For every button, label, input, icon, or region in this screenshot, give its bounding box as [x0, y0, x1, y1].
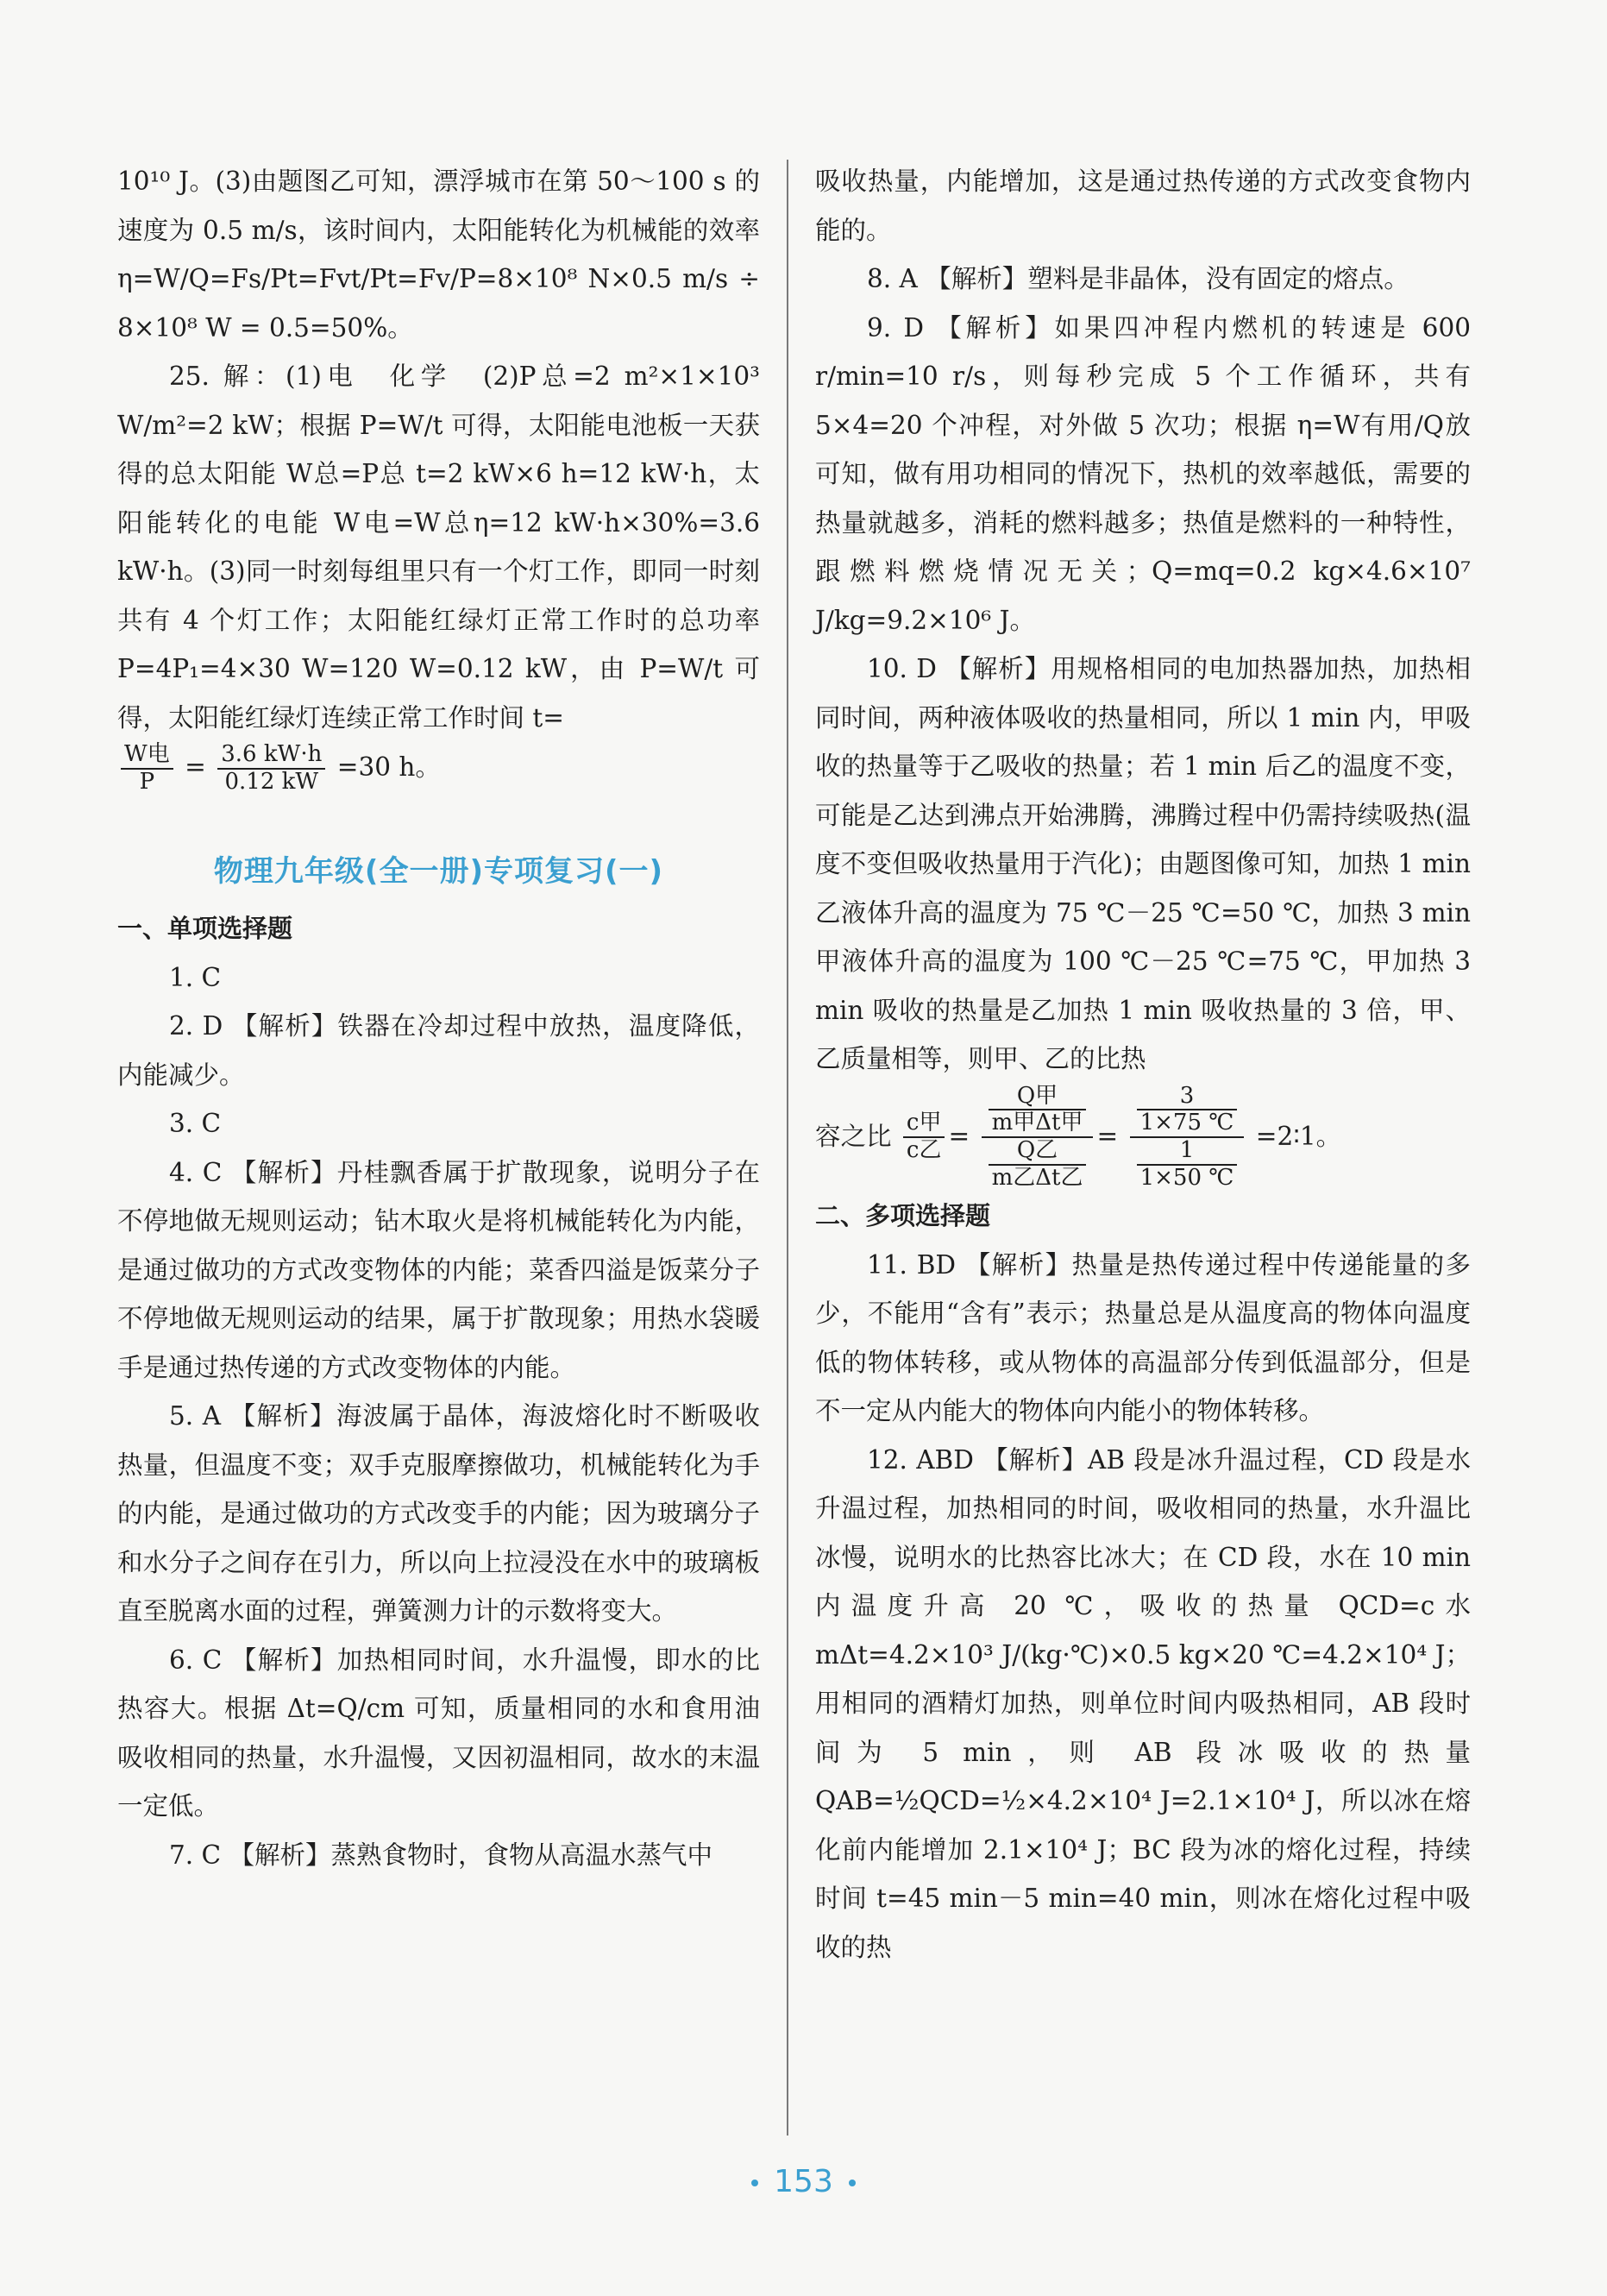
fraction-value-a: [1137, 1084, 1238, 1137]
subsection-single-choice: 一、单项选择题: [117, 914, 293, 944]
bullet-dot-icon: [751, 2180, 758, 2186]
fraction-specific-heat: [903, 1110, 945, 1164]
result-text: =30 h。: [336, 752, 441, 782]
answer-10: 10. D 【解析】用规格相同的电加热器加热，加热相同时间，两种液体吸收的热量相同，所以 1 min 内，甲吸收的热量等于乙吸收的热量；若 1 min 后乙的温度不变，可能是乙达到沸点开始沸腾，沸腾过程中仍需持续吸热(温度不变但吸收热量用于汽化)；由题图像可知，加热 1 min 乙液体升高的温度为 75 ℃－25 ℃=50 ℃，加热 3 min 甲液体升高的温度为 100 ℃－25 ℃=75 ℃，甲加热 3 min 吸收的热量是乙加热 1 min 吸收热量的 3 倍，甲、乙质量相等，则甲、乙的比热: [815, 654, 1471, 1073]
fraction-denominator: 1×75 ℃: [1139, 1110, 1234, 1136]
fraction-numerator: [1130, 1084, 1245, 1139]
fraction-numerator: 3: [1137, 1084, 1238, 1111]
fraction-denominator: m乙Δt乙: [991, 1165, 1083, 1192]
fraction-we-over-p: [121, 742, 173, 796]
section-title: 物理九年级(全一册)专项复习(一): [213, 853, 664, 889]
fraction-value-b: [1137, 1138, 1238, 1192]
answer-25-text: 25. 解：(1)电 化学 (2)P总=2 m²×1×10³ W/m²=2 kW；根据 P=W/t 可得，太阳能电池板一天获得的总太阳能 W总=P总 t=2 kW×6 h=12 kW·h，太阳能转化的电能 W电=W总η=12 kW·h×30%=3.6 kW·h。(3)同一时刻每组里只有一个灯工作，即同一时刻共有 4 个灯工作；太阳能红绿灯正常工作时的总功率 P=4P₁=4×30 W=120 W=0.12 kW，由 P=W/t 可得，太阳能红绿灯连续正常工作时间 t=: [117, 362, 760, 733]
right-column: [815, 157, 1471, 1972]
answer-7: 7. C 【解析】蒸熟食物时，食物从高温水蒸气中: [169, 1840, 712, 1870]
answer-24-continued: 10¹⁰ J。(3)由题图乙可知，漂浮城市在第 50～100 s 的速度为 0.5 m/s，该时间内，太阳能转化为机械能的效率 η=W/Q=Fs/Pt=Fvt/Pt=Fv/P=8×10⁸ N×0.5 m/s ÷ 8×10⁸ W = 0.5=50%。: [117, 167, 760, 343]
fraction-heat-b: [989, 1138, 1087, 1192]
answer-4: 4. C 【解析】丹桂飘香属于扩散现象，说明分子在不停地做无规则运动；钻木取火是将机械能转化为内能，是通过做功的方式改变物体的内能；菜香四溢是饭菜分子不停地做无规则运动的结果，属于扩散现象；用热水袋暖手是通过热传递的方式改变物体的内能。: [117, 1157, 760, 1382]
fraction-numerator: W电: [121, 742, 173, 770]
fraction-energy-over-power: [217, 742, 325, 796]
answer-10-ratio: 容之比 $\frac{\text{c甲}}{\text{c乙}}$ = $\frac{\frac{\text{Q甲}}{\text{m甲Δt甲}}}{\frac{\text{Q乙}}{\text{m乙Δt乙}}}$ = $\frac{\frac{3}{1\times 75 ℃}}{\frac{1}{1\times 50 ℃}}$ =2∶1。: [815, 1082, 1342, 1192]
fraction-denominator: [1130, 1138, 1245, 1192]
answer-8: 8. A 【解析】塑料是非晶体，没有固定的熔点。: [867, 264, 1409, 293]
equals-sign: =: [185, 752, 206, 782]
fraction-numerator: Q乙: [989, 1138, 1087, 1166]
page-footer: [0, 2164, 1607, 2199]
fraction-denominator: m甲Δt甲: [991, 1110, 1083, 1136]
left-column: [117, 157, 760, 1879]
fraction-denominator: [982, 1138, 1094, 1192]
answer-5: 5. A 【解析】海波属于晶体，海波熔化时不断吸收热量，但温度不变；双手克服摩擦做功，机械能转化为手的内能，是通过做功的方式改变手的内能；因为玻璃分子和水分子之间存在引力，所以向上拉浸没在水中的玻璃板直至脱离水面的过程，弹簧测力计的示数将变大。: [117, 1401, 760, 1626]
ratio-prefix: 容之比: [815, 1121, 892, 1151]
answer-9: 9. D 【解析】如果四冲程内燃机的转速是 600 r/min=10 r/s，则每秒完成 5 个工作循环，共有 5×4=20 个冲程，对外做 5 次功；根据 η=W有用/Q放 可知，做有用功相同的情况下，热机的效率越低，需要的热量就越多，消耗的燃料越多；热值是燃料的一种特性，跟燃料燃烧情况无关；Q=mq=0.2 kg×4.6×10⁷ J/kg=9.2×10⁶ J。: [815, 312, 1471, 635]
fraction-numerator: 1: [1137, 1138, 1238, 1166]
fraction-numerator: [982, 1084, 1094, 1139]
answer-6: 6. C 【解析】加热相同时间，水升温慢，即水的比热容大。根据 Δt=Q/cm 可知，质量相同的水和食用油吸收相同的热量，水升温慢，又因初温相同，故水的末温一定低。: [117, 1645, 760, 1821]
subsection-multiple-choice: 二、多项选择题: [815, 1201, 991, 1231]
fraction-denominator: 0.12 kW: [224, 768, 319, 795]
fraction-numerator: c甲: [903, 1110, 945, 1138]
fraction-compound-values: [1130, 1084, 1245, 1192]
fraction-denominator: 1×50 ℃: [1139, 1165, 1234, 1192]
fraction-denominator: P: [139, 768, 155, 795]
bullet-dot-icon: [849, 2180, 856, 2186]
answer-12: 12. ABD 【解析】AB 段是冰升温过程，CD 段是水升温过程，加热相同的时间，吸收相同的热量，水升温比冰慢，说明水的比热容比冰大；在 CD 段，水在 10 min 内温度升高 20 ℃，吸收的热量 QCD=c水mΔt=4.2×10³ J/(kg·℃)×0.5 kg×20 ℃=4.2×10⁴ J；用相同的酒精灯加热，则单位时间内吸热相同，AB 段时间为 5 min，则 AB 段冰吸收的热量 QAB=½QCD=½×4.2×10⁴ J=2.1×10⁴ J，所以冰在熔化前内能增加 2.1×10⁴ J；BC 段为冰的熔化过程，持续时间 t=45 min－5 min=40 min，则冰在熔化过程中吸收的热: [815, 1444, 1471, 1962]
fraction-compound: [982, 1084, 1094, 1192]
fraction-denominator: c乙: [906, 1137, 942, 1164]
column-divider: [787, 160, 788, 2136]
answer-7-continued: 吸收热量，内能增加，这是通过热传递的方式改变食物内能的。: [815, 167, 1471, 245]
answer-3: 3. C: [169, 1109, 222, 1139]
ratio-result: =2∶1。: [1255, 1121, 1342, 1151]
page-number: 153: [774, 2164, 833, 2199]
answer-25-result: [117, 742, 760, 796]
fraction-heat-a: [989, 1084, 1087, 1137]
answer-11: 11. BD 【解析】热量是热传递过程中传递能量的多少，不能用“含有”表示；热量总是从温度高的物体向温度低的物体转移，或从物体的高温部分传到低温部分，但是不一定从内能大的物体向内能小的物体转移。: [815, 1249, 1471, 1426]
answer-25: [117, 352, 760, 742]
answer-1: 1. C: [169, 962, 222, 992]
answer-2: 2. D 【解析】铁器在冷却过程中放热，温度降低，内能减少。: [117, 1011, 760, 1090]
fraction-numerator: 3.6 kW·h: [217, 742, 325, 770]
fraction-numerator: Q甲: [989, 1084, 1087, 1111]
